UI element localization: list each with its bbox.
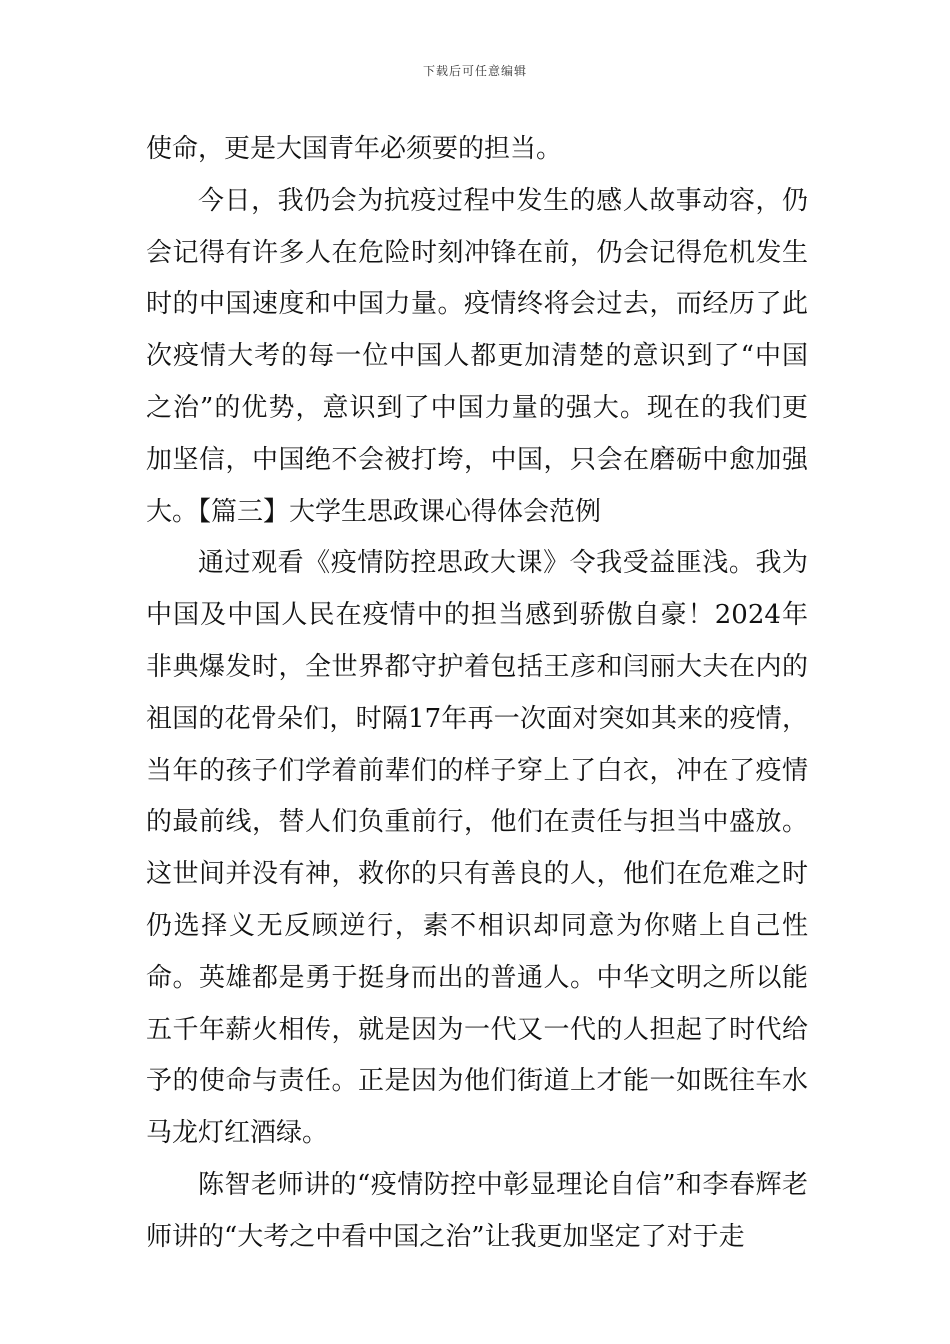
paragraph-4: 陈智老师讲的“疫情防控中彰显理论自信”和李春辉老师讲的“大考之中看中国之治”让我更加坚定了对于走 (146, 1169, 808, 1252)
paragraph-3: 通过观看《疫情防控思政大课》令我受益匪浅。我为中国及中国人民在疫情中的担当感到骄傲自豪！2024年非典爆发时，全世界都守护着包括王彦和闫丽大夫在内的祖国的花骨朵们，时隔17年再一次面对突如其来的疫情，当年的孩子们学着前辈们的样子穿上了白衣，冲在了疫情的最前线，替人们负重前行，他们在责任与担当中盛放。这世间并没有神，救你的只有善良的人，他们在危难之时仍选择义无反顾逆行，素不相识却同意为你赌上自己性命。英雄都是勇于挺身而出的普通人。中华文明之所以能五千年薪火相传，就是因为一代又一代的人担起了时代给予的使命与责任。正是因为他们街道上才能一如既往车水马龙灯红酒绿。 (146, 548, 808, 1149)
paragraph-2: 今日，我仍会为抗疫过程中发生的感人故事动容，仍会记得有许多人在危险时刻冲锋在前，仍会记得危机发生时的中国速度和中国力量。疫情终将会过去，而经历了此次疫情大考的每一位中国人都更加清楚的意识到了“中国之治”的优势，意识到了中国力量的强大。现在的我们更加坚信，中国绝不会被打垮，中国，只会在磨砺中愈加强大。【篇三】大学生思政课心得体会范例 (146, 185, 808, 527)
document-body (146, 124, 808, 1264)
page-header: 下载后可任意编辑 (422, 64, 527, 78)
paragraph-1: 使命，更是大国青年必须要的担当。 (146, 134, 563, 164)
